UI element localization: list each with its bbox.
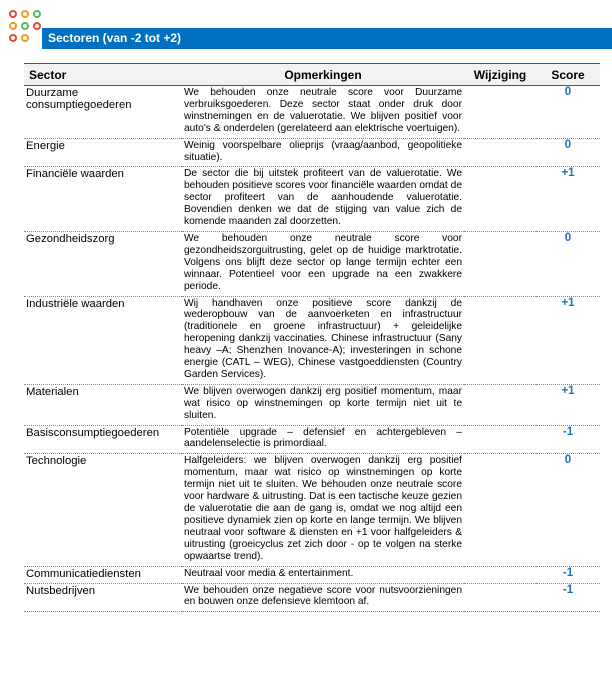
table-row (24, 296, 600, 384)
comment-cell: Wij handhaven onze positieve score dankzij de wederopbouw van de aanvoerketen en infrastructuur (traditionele en groene infrastructuur) + geleidelijke heropening dankzij vaccinaties. Chinese infrastructuur (Sany heavy –A; Shenzhen Inovance-A); investeringen in schone energie (CATL – WEG), Chinese vastgoeddiensten (Country Garden Services). (182, 296, 464, 384)
comment-cell: We blijven overwogen dankzij erg positief momentum, maar wat risico op winstnemingen op korte termijn niet uit te sluiten. (182, 384, 464, 425)
table-row (24, 138, 600, 167)
logo-dot (21, 34, 29, 42)
table-row (24, 231, 600, 296)
sector-cell: Industriële waarden (24, 296, 182, 384)
score-cell: 0 (536, 454, 600, 566)
table-row (24, 583, 600, 612)
score-cell: -1 (536, 425, 600, 454)
table-row (24, 384, 600, 425)
change-cell (464, 231, 536, 296)
change-cell (464, 296, 536, 384)
logo-dot (9, 22, 17, 30)
score-cell: +1 (536, 384, 600, 425)
comment-cell: Weinig voorspelbare olieprijs (vraag/aanbod, geopolitieke situatie). (182, 138, 464, 167)
table-row (24, 425, 600, 454)
score-cell: 0 (536, 138, 600, 167)
sector-cell: Materialen (24, 384, 182, 425)
sector-cell: Communicatiediensten (24, 566, 182, 583)
comment-cell: We behouden onze neutrale score voor Duurzame verbruiksgoederen. Deze sector staat onder druk door winstnemingen en de valuerotatie. We blijven positief voor auto's & onderdelen (gerelateerd aan elektrische voertuigen). (182, 86, 464, 139)
score-cell: +1 (536, 167, 600, 232)
logo-dot (33, 10, 41, 18)
logo-dot (21, 10, 29, 18)
sector-cell: Financiële waarden (24, 167, 182, 232)
sector-cell: Basisconsumptiegoederen (24, 425, 182, 454)
section-title: Sectoren (van -2 tot +2) (42, 28, 612, 49)
column-header-change: Wijziging (464, 64, 536, 86)
column-header-score: Score (536, 64, 600, 86)
logo-dot (33, 22, 41, 30)
change-cell (464, 566, 536, 583)
sector-cell: Gezondheidszorg (24, 231, 182, 296)
score-cell: +1 (536, 296, 600, 384)
comment-cell: De sector die bij uitstek profiteert van de valuerotatie. We behouden positieve scores voor financiële waarden omdat de sector profiteert van de aanhoudende valuerotatie. Bovendien denken we dat de stijging van value zich de komende maanden zal doorzetten. (182, 167, 464, 232)
change-cell (464, 454, 536, 566)
table-row (24, 86, 600, 139)
comment-cell: Neutraal voor media & entertainment. (182, 566, 464, 583)
change-cell (464, 86, 536, 139)
comment-cell: We behouden onze negatieve score voor nutsvoorzieningen en bouwen onze defensieve klemtoon af. (182, 583, 464, 612)
sector-cell: Technologie (24, 454, 182, 566)
score-cell: 0 (536, 231, 600, 296)
logo-icon (7, 8, 41, 52)
score-cell: 0 (536, 86, 600, 139)
logo-dot (21, 22, 29, 30)
sector-cell: Nutsbedrijven (24, 583, 182, 612)
change-cell (464, 167, 536, 232)
score-cell: -1 (536, 566, 600, 583)
table-header (24, 64, 600, 86)
sector-table (24, 63, 600, 612)
change-cell (464, 425, 536, 454)
change-cell (464, 138, 536, 167)
column-header-comments: Opmerkingen (182, 64, 464, 86)
comment-cell: We behouden onze neutrale score voor gezondheidszorguitrusting, gelet op de huidige marktrotatie. Volgens ons blijft deze sector op lange termijn echter een winnaar. Potentieel voor een upgrade na een zwakkere periode. (182, 231, 464, 296)
table-body (24, 86, 600, 612)
table-row (24, 167, 600, 232)
logo-dot (9, 10, 17, 18)
sector-cell: Duurzame consumptiegoederen (24, 86, 182, 139)
logo-dot (9, 34, 17, 42)
column-header-sector: Sector (24, 64, 182, 86)
comment-cell: Halfgeleiders: we blijven overwogen dankzij erg positief momentum, maar wat risico op winstnemingen op korte termijn niet uit te sluiten. We behouden onze neutrale score voor hardware & uitrusting. Dat is een tactische keuze gezien de valuerotatie die aan de gang is, omdat we nog altijd een positieve dynamiek zien op korte en lange termijn. We blijven neutraal voor software & diensten en +1 voor halfgeleiders & uitrusting (groeicyclus zet zich door - op te volgen na sterke opwaartse trend). (182, 454, 464, 566)
score-cell: -1 (536, 583, 600, 612)
comment-cell: Potentiële upgrade – defensief en achtergebleven – aandelenselectie is primordiaal. (182, 425, 464, 454)
table-row (24, 454, 600, 566)
table-row (24, 566, 600, 583)
sector-cell: Energie (24, 138, 182, 167)
change-cell (464, 384, 536, 425)
change-cell (464, 583, 536, 612)
